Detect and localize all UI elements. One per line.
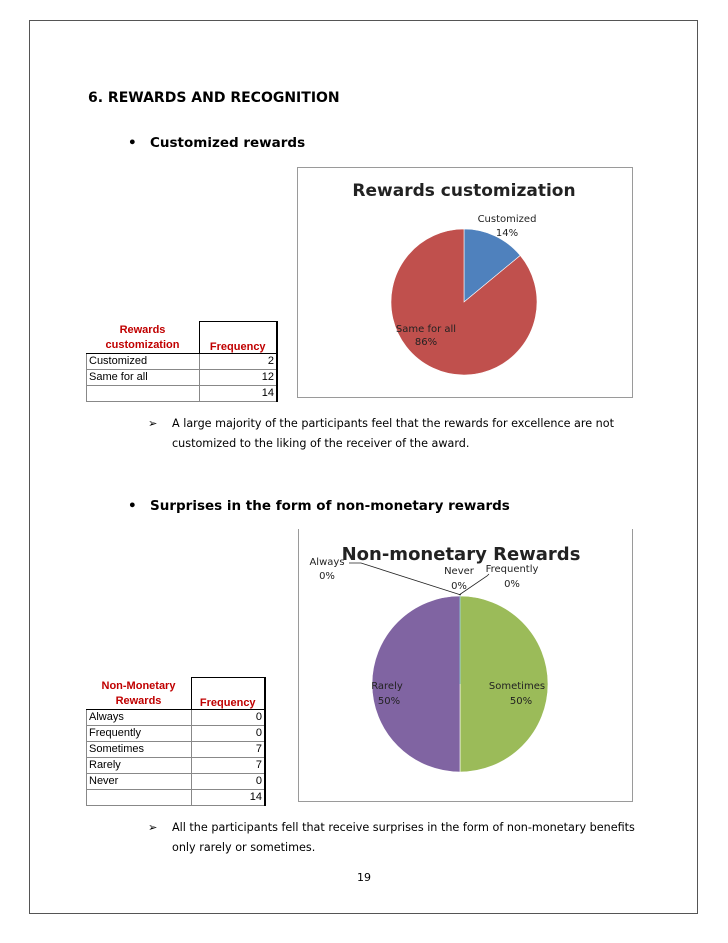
- note-2: [148, 818, 652, 858]
- pie-chart-1: [298, 168, 634, 399]
- note-text: All the participants fell that receive surprises in the form of non-monetary benefits only rarely or sometimes.: [172, 821, 635, 854]
- row-value: 7: [191, 757, 265, 773]
- table-rewards-customization: [86, 321, 278, 402]
- row-label: Never: [87, 773, 192, 789]
- table-row: [87, 725, 266, 741]
- row-label: Same for all: [87, 369, 200, 385]
- note-1: [148, 414, 652, 454]
- slice-value-rarely: 50%: [377, 696, 401, 707]
- bullet-text: Surprises in the form of non-monetary rewards: [150, 498, 510, 514]
- slice-label-sometimes: Sometimes: [488, 681, 546, 692]
- row-total: 14: [191, 789, 265, 805]
- section-heading: 6. REWARDS AND RECOGNITION: [88, 90, 340, 106]
- bullet-text: Customized rewards: [150, 135, 306, 151]
- slice-label-rarely: Rarely: [371, 681, 403, 692]
- row-value: 12: [199, 369, 277, 385]
- row-value: 7: [191, 741, 265, 757]
- table-row: [87, 789, 266, 805]
- row-value: 0: [191, 773, 265, 789]
- slice-value-frequently: 0%: [504, 579, 520, 590]
- header-label-line2: Rewards: [115, 694, 162, 707]
- header-label-line2: customization: [105, 338, 180, 351]
- slice-value-always: 0%: [319, 571, 335, 582]
- table-header-row: [87, 678, 266, 710]
- note-text: A large majority of the participants feel that the rewards for excellence are not customized to the liking of the receiver of the award.: [172, 417, 615, 450]
- table-row: [87, 741, 266, 757]
- table-row: [87, 385, 278, 401]
- row-label: Always: [87, 709, 192, 725]
- table-row: [87, 369, 278, 385]
- header-label-line1: Non-Monetary: [101, 679, 176, 692]
- slice-label-always: Always: [309, 557, 345, 568]
- slice-label-frequently: Frequently: [485, 564, 539, 575]
- table-row: [87, 757, 266, 773]
- row-label: Customized: [87, 353, 200, 369]
- chart-rewards-customization: [297, 167, 633, 398]
- arrow-bullet-icon: ➢: [148, 821, 158, 834]
- row-label: Sometimes: [87, 741, 192, 757]
- chart1-title: Rewards customization: [352, 181, 576, 201]
- row-label: [87, 385, 200, 401]
- header-label-cell: [87, 678, 192, 710]
- row-value: 0: [191, 709, 265, 725]
- slice-value-same-for-all: 86%: [414, 337, 438, 348]
- bullet-non-monetary: [128, 498, 510, 514]
- pie-chart-2: [299, 529, 634, 802]
- slice-label-customized: Customized: [477, 214, 537, 225]
- slice-label-never: Never: [444, 566, 474, 577]
- header-frequency: Frequency: [191, 678, 265, 710]
- slice-value-never: 0%: [451, 581, 467, 592]
- table-row: [87, 773, 266, 789]
- header-label-line1: Rewards: [119, 323, 166, 336]
- slice-value-sometimes: 50%: [509, 696, 533, 707]
- table-row: [87, 709, 266, 725]
- chart2-title: Non-monetary Rewards: [341, 544, 581, 565]
- slice-value-customized: 14%: [495, 228, 519, 239]
- row-total: 14: [199, 385, 277, 401]
- table-non-monetary-rewards: [86, 677, 266, 806]
- header-frequency: Frequency: [199, 322, 277, 354]
- page-number: 19: [357, 871, 371, 884]
- slice-label-same-for-all: Same for all: [395, 324, 457, 335]
- header-label-cell: [87, 322, 200, 354]
- row-label: Frequently: [87, 725, 192, 741]
- chart-non-monetary-rewards: [298, 529, 633, 802]
- row-value: 0: [191, 725, 265, 741]
- row-label: Rarely: [87, 757, 192, 773]
- arrow-bullet-icon: ➢: [148, 417, 158, 430]
- row-label: [87, 789, 192, 805]
- table-row: [87, 353, 278, 369]
- row-value: 2: [199, 353, 277, 369]
- bullet-dot-icon: •: [128, 498, 137, 514]
- bullet-customized-rewards: [128, 135, 306, 151]
- bullet-dot-icon: •: [128, 135, 137, 151]
- table-header-row: [87, 322, 278, 354]
